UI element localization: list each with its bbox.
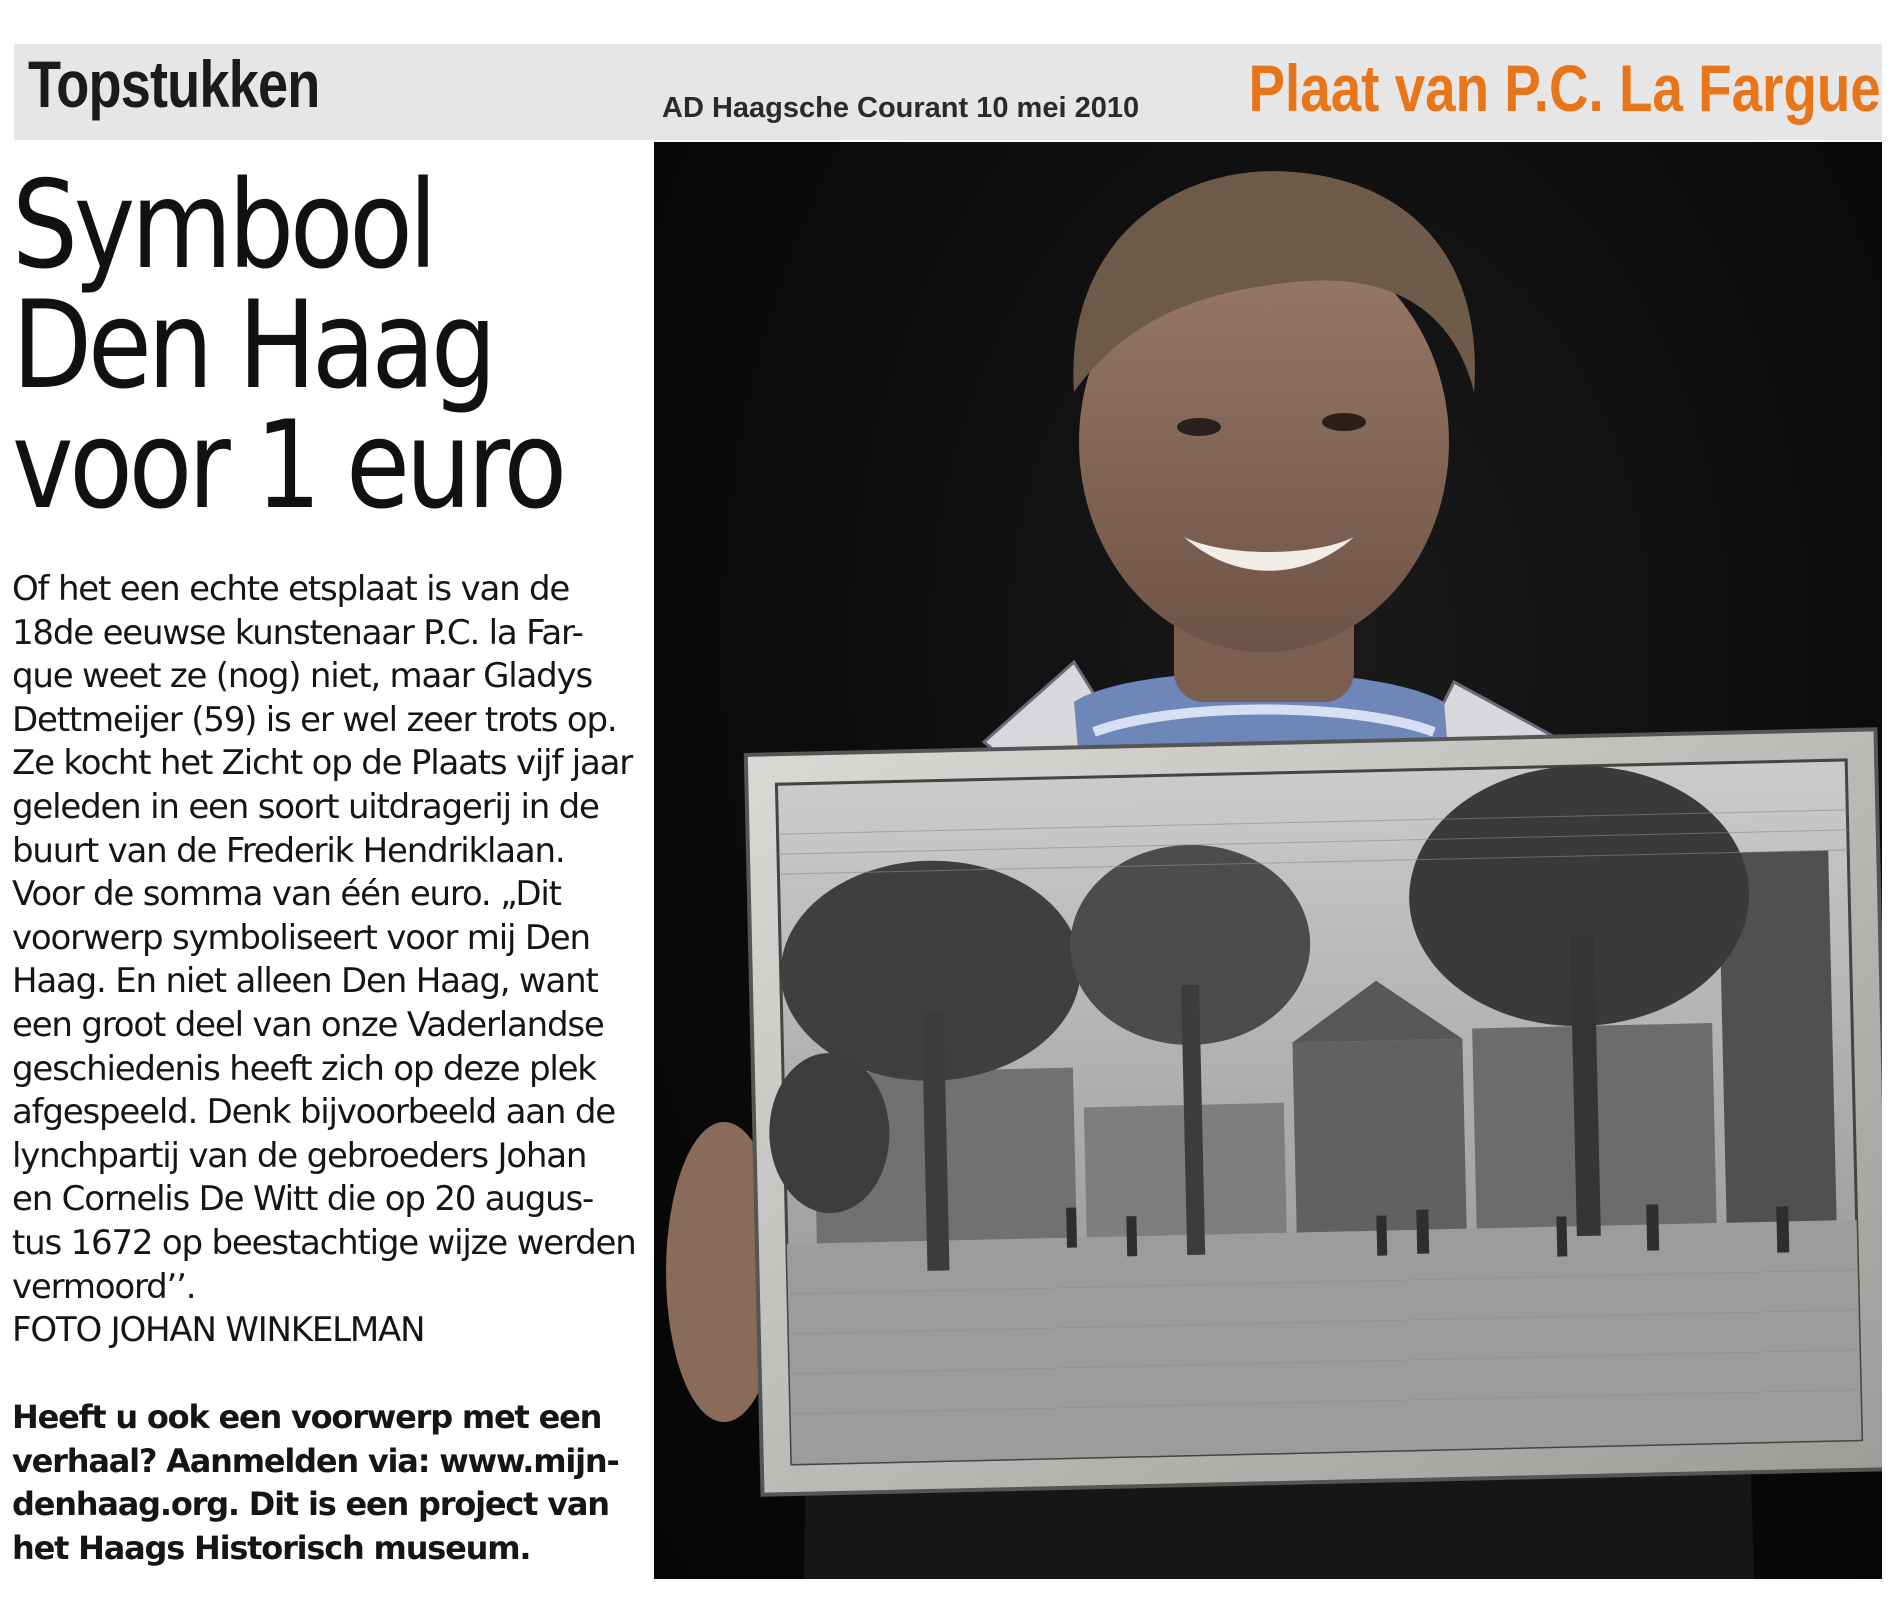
body-line: Of het een echte etsplaat is van de xyxy=(12,569,570,609)
cta-line: verhaal? Aanmelden via: www.mijn- xyxy=(12,1441,619,1480)
section-label: Topstukken xyxy=(28,47,320,121)
body-line: afgespeeld. Denk bijvoorbeeld aan de xyxy=(12,1092,615,1133)
etching-figure xyxy=(1556,1216,1567,1256)
headline-line: Den Haag xyxy=(12,275,493,416)
eye xyxy=(1177,418,1221,436)
body-line: voorwerp symboliseert voor mij Den xyxy=(12,917,590,958)
body-line: geschiedenis heeft zich op deze plek xyxy=(12,1048,596,1089)
body-line: que weet ze (nog) niet, maar Gladys xyxy=(12,656,592,697)
body-line: buurt van de Frederik Hendriklaan. xyxy=(12,830,565,871)
body-line: tus 1672 op beestachtige wijze werden xyxy=(12,1222,636,1263)
body-line: lynchpartij van de gebroeders Johan xyxy=(12,1135,587,1176)
etching-figure xyxy=(1126,1216,1137,1256)
etching-figure xyxy=(1376,1215,1387,1255)
body-line: een groot deel van onze Vaderlandse xyxy=(12,1004,604,1045)
headline xyxy=(12,155,563,536)
photo-credit: FOTO JOHAN WINKELMAN xyxy=(12,1310,425,1351)
call-to-action xyxy=(12,1396,652,1570)
body-line: vermoord’’. xyxy=(12,1266,196,1307)
source-line: AD Haagsche Courant 10 mei 2010 xyxy=(662,92,1140,124)
portrait-photo xyxy=(654,142,1882,1579)
etching-figure xyxy=(1776,1206,1789,1252)
eye xyxy=(1322,413,1366,431)
body-line: 18de eeuwse kunstenaar P.C. la Far- xyxy=(12,612,583,653)
headline-line: Symbool xyxy=(12,155,434,296)
etching-building xyxy=(1292,1039,1466,1233)
headline-line: voor 1 euro xyxy=(12,395,563,536)
cta-line: denhaag.org. Dit is een project van xyxy=(12,1485,609,1524)
body-line: Voor de somma van één euro. „Dit xyxy=(12,874,561,915)
cta-line: het Haags Historisch museum. xyxy=(12,1528,531,1567)
object-title: Plaat van P.C. La Fargue xyxy=(1248,51,1881,125)
etching-figure xyxy=(1066,1208,1077,1248)
body-line: geleden in een soort uitdragerij in de xyxy=(12,786,599,827)
body-line: Dettmeijer (59) is er wel zeer trots op. xyxy=(12,699,617,740)
photo-illustration xyxy=(654,142,1882,1579)
etching-figure xyxy=(1646,1204,1659,1250)
body-line: en Cornelis De Witt die op 20 augus- xyxy=(12,1179,594,1220)
body-line: Ze kocht het Zicht op de Plaats vijf jaar xyxy=(12,743,633,784)
body-line: Haag. En niet alleen Den Haag, want xyxy=(12,961,598,1002)
cta-line: Heeft u ook een voorwerp met een xyxy=(12,1398,602,1436)
article-body xyxy=(12,568,652,1353)
etching-figure xyxy=(1416,1210,1429,1254)
